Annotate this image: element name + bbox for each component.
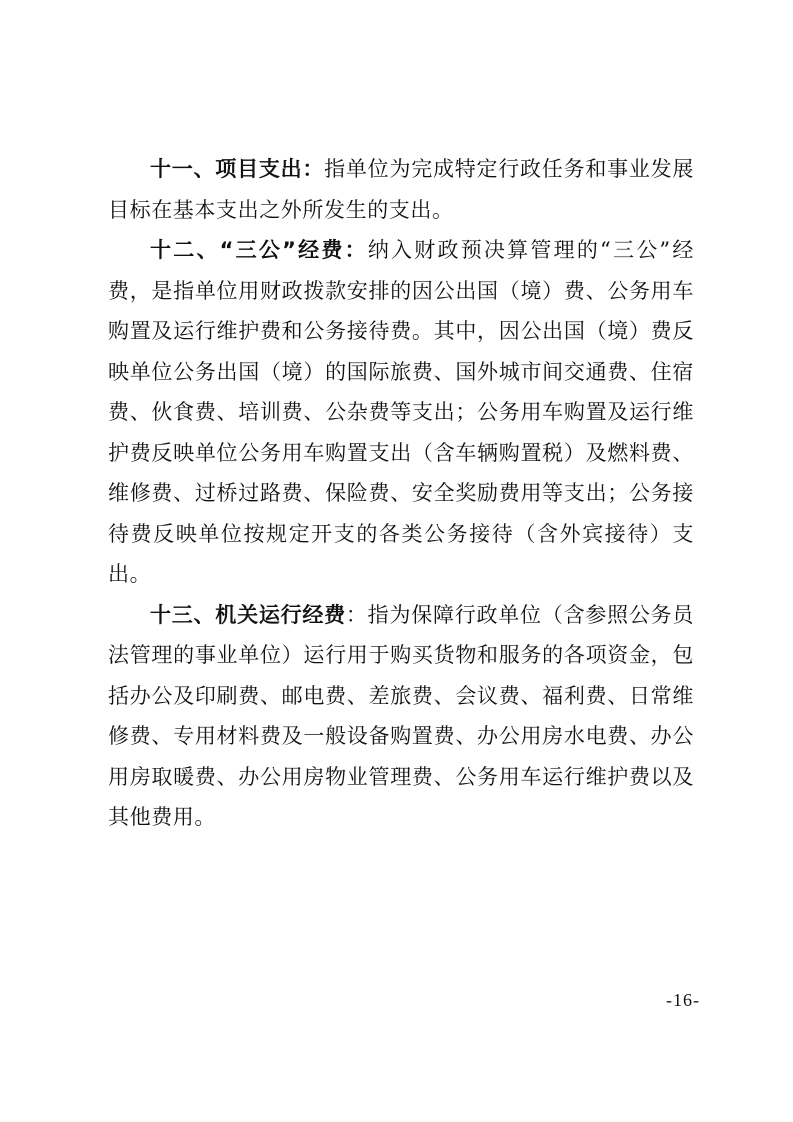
page-number: -16-: [666, 990, 700, 1010]
paragraph-three-public-expenses: [108, 230, 694, 595]
term-heading: 十三、机关运行经费: [150, 602, 346, 627]
paragraph-text: 指单位为完成特定行政任务和事业发展目标在基本支出之外所发生的支出。: [108, 157, 694, 222]
paragraph-agency-operating-expenses: [108, 595, 694, 838]
paragraph-text: ：指为保障行政单位（含参照公务员法管理的事业单位）运行用于购买货物和服务的各项资金，包括办公及印刷费、邮电费、差旅费、会议费、福利费、日常维修费、专用材料费及一般设备购置费、办公用房水电费、办公用房取暖费、办公用房物业管理费、公务用车运行维护费以及其他费用。: [108, 602, 694, 829]
paragraph-text: 纳入财政预决算管理的“三公”经费，是指单位用财政拨款安排的因公出国（境）费、公务用车购置及运行维护费和公务接待费。其中，因公出国（境）费反映单位公务出国（境）的国际旅费、国外城市间交通费、住宿费、伙食费、培训费、公杂费等支出；公务用车购置及运行维护费反映单位公务用车购置支出（含车辆购置税）及燃料费、维修费、过桥过路费、保险费、安全奖励费用等支出；公务接待费反映单位按规定开支的各类公务接待（含外宾接待）支出。: [108, 238, 694, 586]
paragraph-project-expenditure: [108, 149, 694, 230]
term-heading: 十一、项目支出：: [150, 157, 325, 181]
document-body: [108, 149, 694, 838]
term-heading: 十二、“三公”经费：: [150, 238, 368, 262]
